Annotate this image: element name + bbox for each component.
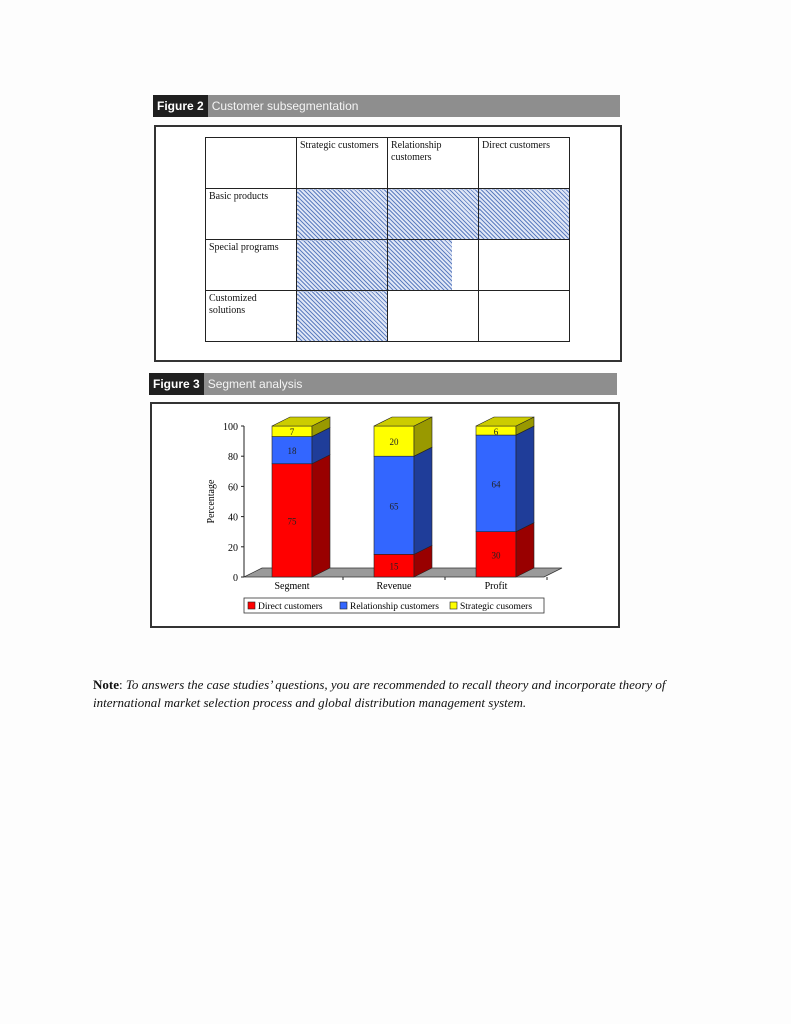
data-label: 64 [491,479,501,490]
y-axis-label: Percentage [206,479,217,524]
cell-special-relationship [388,240,479,291]
table-row [206,291,570,342]
bar-side [516,426,534,532]
data-label: 75 [287,516,297,527]
cell-special-strategic [297,240,388,291]
bar-side [414,447,432,554]
cell-basic-relationship [388,189,479,240]
legend-swatch [248,602,255,609]
column-header-strategic: Strategic customers [297,138,388,189]
note-paragraph: Note: To answers the case studies’ questions, you are recommended to recall theory and incorporate theory of international market selection process and global distribution management system. [93,677,666,710]
partial-hatch [388,240,452,290]
data-label: 7 [289,427,295,437]
data-label: 6 [493,427,499,437]
table-row [206,240,570,291]
y-tick-label: 40 [228,512,238,524]
figure2-label: Figure 2 [153,95,208,117]
cell-basic-strategic [297,189,388,240]
row-header-basic-products: Basic products [206,189,297,240]
column-header-direct: Direct customers [479,138,570,189]
table-corner-cell [206,138,297,189]
row-header-customized-solutions: Customized solutions [206,291,297,342]
x-tick-label: Segment [274,581,310,592]
figure3-box [150,402,620,628]
segment-analysis-chart [152,404,618,626]
bar-side [516,523,534,577]
figure3-header [149,373,617,395]
bar-side [312,455,330,577]
cell-special-direct [479,240,570,291]
legend-label: Strategic cusomers [460,602,533,612]
cell-customized-strategic [297,291,388,342]
data-label: 65 [389,501,399,512]
legend-label: Relationship customers [350,602,439,612]
y-tick-label: 100 [223,422,238,433]
figure2-box [154,125,622,362]
data-label: 20 [389,437,399,448]
y-tick-label: 0 [233,573,238,584]
cell-basic-direct [479,189,570,240]
legend-swatch [340,602,347,609]
subsegmentation-table [205,137,570,342]
note-label: Note [93,677,119,692]
row-header-special-programs: Special programs [206,240,297,291]
x-tick-label: Revenue [376,581,412,592]
data-label: 30 [491,550,501,561]
table-header-row [206,138,570,189]
figure2-header [153,95,620,117]
data-label: 15 [389,561,399,572]
cell-customized-direct [479,291,570,342]
y-tick-label: 20 [228,542,238,554]
cell-customized-relationship [388,291,479,342]
x-tick-label: Profit [484,581,508,592]
data-label: 18 [287,446,297,457]
figure2-title: Customer subsegmentation [211,99,359,113]
table-row [206,189,570,240]
y-tick-label: 60 [228,482,238,494]
figure3-title: Segment analysis [207,377,303,391]
y-tick-label: 80 [228,452,238,464]
note-text: To answers the case studies’ questions, you are recommended to recall theory and incorporate theory of international market selection process and global distribution management system. [93,677,666,710]
legend-label: Direct customers [258,602,323,612]
column-header-relationship: Relationship customers [388,138,479,189]
legend-swatch [450,602,457,609]
figure3-label: Figure 3 [149,373,204,395]
